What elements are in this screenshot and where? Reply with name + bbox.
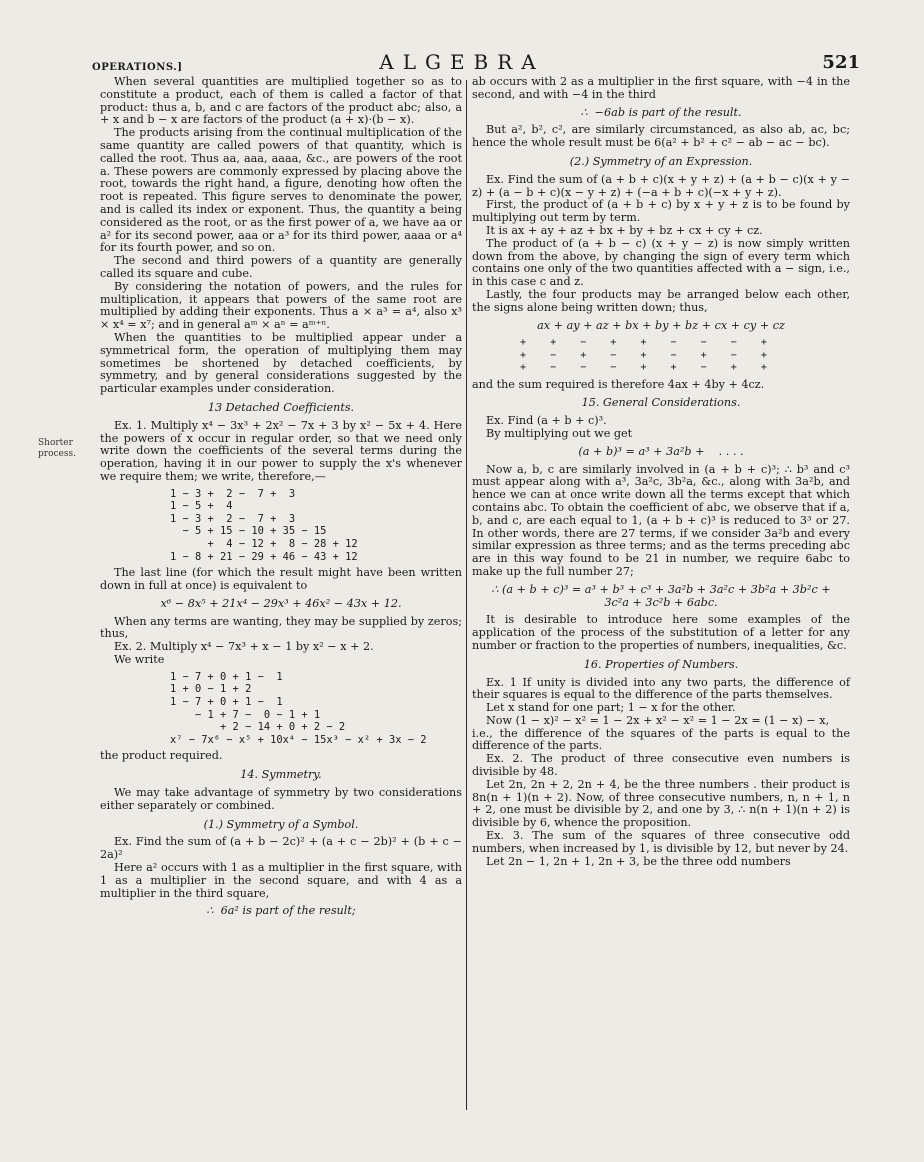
section-heading: 13 Detached Coefficients. [207,400,355,414]
paragraph: and the sum required is therefore 4ax + 4by + 4cz. [472,377,765,391]
formula: ∴ 6a² is part of the result; [206,904,356,918]
paragraph: It is ax + ay + az + bx + by + bz + cx + cy + cz. [486,223,763,237]
paragraph: But a², b², c², are similarly circumstanced, as also ab, ac, bc; hence the whole result must be 6(a² + b² + c² − ab − ac − bc). [472,123,850,150]
paragraph: The product of (a + b − c) (x + y − z) is now simply written down from the above, by changing the sign of every term which contains one only of the two quantities affected with a − sign, i.e., in this case c and z. [472,236,850,289]
paragraph: We write [114,653,165,667]
page-header [0,0,924,80]
paragraph: Now (1 − x)² − x² = 1 − 2x + x² − x² = 1 − 2x = (1 − x) − x, [486,713,830,727]
example: Ex. 2. The product of three consecutive even numbers is divisible by 48. [472,752,850,779]
paragraph: i.e., the difference of the squares of the parts is equal to the difference of the parts. [472,726,850,753]
formula: ∴ −6ab is part of the result. [580,105,742,119]
section-label: OPERATIONS.] [92,62,183,73]
paragraph: Let 2n − 1, 2n + 1, 2n + 3, be the three odd numbers [486,854,791,868]
example: Ex. Find (a + b + c)³. [486,414,607,428]
paragraph: When any terms are wanting, they may be supplied by zeros; thus, [100,614,462,641]
example: Ex. 1 If unity is divided into any two parts, the difference of their squares is equal to the difference of the parts themselves. [472,675,850,702]
page-title: ALGEBRA [379,50,545,74]
section-heading: 14. Symmetry. [240,768,322,782]
example: Ex. Find the sum of (a + b − 2c)² + (a + c − 2b)² + (b + c − 2a)² [100,835,462,862]
coefficient-calculation: 1 − 3 + 2 − 7 + 3 1 − 5 + 4 1 − 3 + 2 − 7 + 3 − 5 + 15 − 10 + 35 − 15 + 4 − 12 + 8 − 28 + 12 1 − 8 + 21 − 29 + 46 − 43 + 12 [170,487,358,563]
formula: (a + b)³ = a³ + 3a²b + . . . . [578,444,744,458]
formula: x⁶ − 8x⁵ + 21x⁴ − 29x³ + 46x² − 43x + 12. [160,596,402,610]
subsection-heading: (1.) Symmetry of a Symbol. [203,817,359,831]
example: Ex. 1. Multiply x⁴ − 3x³ + 2x² − 7x + 3 by x² − 5x + 4. Here the powers of x occur in regular order, so that we need only write down the coefficients of the several terms during the operation, having it in our power to supply the x's whenever we require them; we write, therefore,— [100,418,462,483]
paragraph: When the quantities to be multiplied appear under a symmetrical form, the operation of multiplying them may sometimes be shortened by detached coefficients, by symmetry, and by general considerations suggested by the particular examples under consideration. [100,330,462,396]
paragraph: By considering the notation of powers, and the rules for multiplication, it appears that powers of the same root are multiplied by adding their exponents. Thus a × a³ = a⁴, also x³ × x⁴ = x⁷; and in general aᵐ × aⁿ = aᵐ⁺ⁿ. [100,279,462,332]
paragraph: the product required. [100,749,223,763]
paragraph: ab occurs with 2 as a multiplier in the first square, with −4 in the second, and with −4 in the third [472,75,850,101]
example: Ex. 2. Multiply x⁴ − 7x³ + x − 1 by x² − x + 2. [114,640,374,654]
sign-table: + + − + + − − − + + − + − + − + − + + − − − + + − + + [520,337,767,374]
section-heading: 15. General Considerations. [581,396,741,410]
paragraph: The second and third powers of a quantity are generally called its square and cube. [100,254,462,280]
paragraph: Now a, b, c are similarly involved in (a + b + c)³; ∴ b³ and c³ must appear along with a³, 3a²c, 3b²a, &c., along with 3a²b, and hence we can at once write down all the terms except that which contains abc. To obtain the coefficient of abc, we observe that if a, b, and c, are each equal to 1, (a + b + c)³ is reduced to 3³ or 27. In other words, there are 27 terms, if we consider 3a²b and every similar expression as three terms; and as the terms preceding abc are in this way found to be 21 in number, we require 6abc to make up the full number 27; [472,462,850,578]
paragraph: The products arising from the continual multiplication of the same quantity are called powers of that quantity, which is called the root. Thus aa, aaa, aaaa, &c., are powers of the root a. These powers are commonly expressed by placing above the root, towards the right hand, a figure, denoting how often the root is repeated. This figure serves to denominate the power, and is called its index or exponent. Thus, the quantity a being considered as the root, or as the first power of a, we have aa or a² for its second power, aaa or a³ for its third power, aaaa or a⁴ for its fourth power, and so on. [100,126,462,255]
right-column [472,76,850,868]
paragraph: When several quantities are multiplied together so as to constitute a product, each of them is called a factor of that product: thus a, b, and c are factors of the product abc; also, a + x and b − x are factors of the product (a + x)·(b − x). [100,75,462,127]
example: Ex. 3. The sum of the squares of three consecutive odd numbers, when increased by 1, is divisible by 12, but never by 24. [472,829,850,855]
paragraph: The last line (for which the result might have been written down in full at once) is equivalent to [100,566,462,593]
paragraph: By multiplying out we get [486,426,633,440]
paragraph: Here a² occurs with 1 as a multiplier in the first square, with 1 as a multiplier in the second square, and with 4 as a multiplier in the third square, [100,860,462,900]
paragraph: Lastly, the four products may be arranged below each other, the signs alone being written down; thus, [472,287,850,314]
paragraph: We may take advantage of symmetry by two considerations either separately or combined. [100,786,462,812]
paragraph: First, the product of (a + b + c) by x + y + z is to be found by multiplying out term by term. [472,198,850,225]
formula: ax + ay + az + bx + by + bz + cx + cy + cz [537,318,785,332]
paragraph: Let x stand for one part; 1 − x for the other. [486,701,736,715]
paragraph: It is desirable to introduce here some examples of the application of the process of the substitution of a letter for any number or fraction to the properties of numbers, inequalities, &c. [472,613,850,652]
example: Ex. Find the sum of (a + b + c)(x + y + z) + (a + b − c)(x + y − z) + (a − b + c)(x − y + z) + (−a + b + c)(−x + y + z). [472,172,850,199]
margin-note: Shorter process. [38,438,76,459]
left-column [100,76,462,923]
formula: ∴ (a + b + c)³ = a³ + b³ + c³ + 3a²b + 3a²c + 3b²a + 3b²c + 3c²a + 3c²b + 6abc. [491,582,831,609]
column-divider [466,80,467,1110]
coefficient-calculation: 1 − 7 + 0 + 1 − 1 1 + 0 − 1 + 2 1 − 7 + 0 + 1 − 1 − 1 + 7 − 0 − 1 + 1 + 2 − 14 + 0 + 2 − 2 x⁷ − 7x⁶ − x⁵ + 10x⁴ − 15x³ − x² + 3x − 2 [170,670,427,746]
page-number: 521 [822,52,860,73]
subsection-heading: (2.) Symmetry of an Expression. [569,154,753,168]
paragraph: Let 2n, 2n + 2, 2n + 4, be the three numbers . their product is 8n(n + 1)(n + 2). Now, of three consecutive numbers, n, n + 1, n + 2, one must be divisible by 2, and one by 3, ∴ n(n + 1)(n + 2) is divisible by 6, whence the proposition. [472,777,850,830]
section-heading: 16. Properties of Numbers. [583,657,739,671]
